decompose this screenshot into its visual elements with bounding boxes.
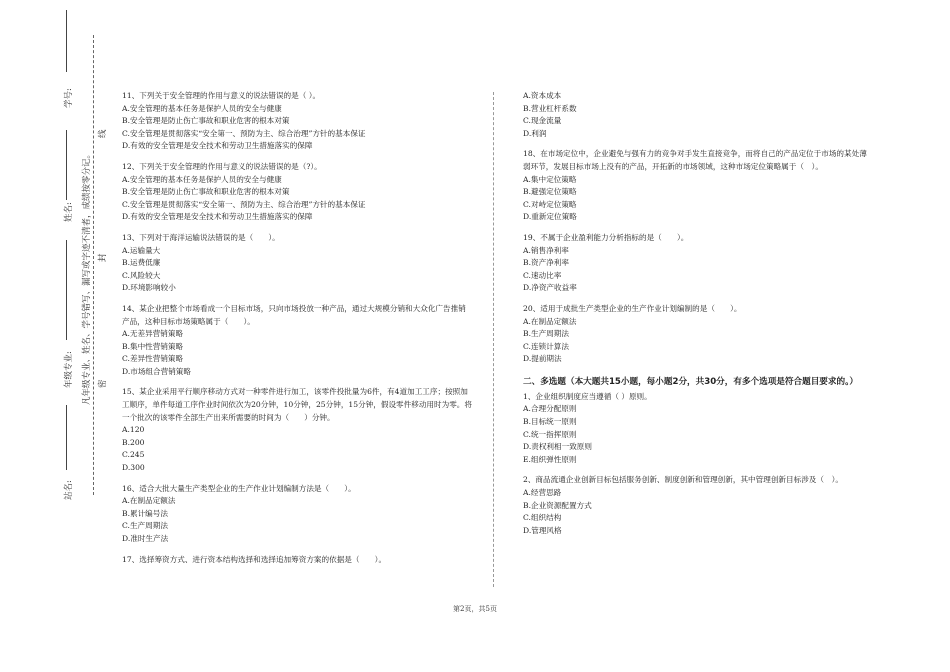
question-option: A.资本成本 (523, 91, 562, 100)
question-option: B.运费低廉 (122, 258, 161, 268)
page-footer: 第2页，共5页 (453, 605, 497, 613)
question-option: D.提前期法 (523, 354, 562, 364)
question-option: C.风险较大 (122, 270, 161, 280)
question-option: A.安全管理的基本任务是保护人员的安全与健康 (122, 103, 282, 113)
question-option: A.集中定位策略 (523, 174, 577, 184)
question (122, 483, 472, 546)
question-option: D.管理风格 (523, 525, 562, 535)
class-label: 年级专业: (64, 351, 74, 388)
question-stem: 17、选择筹资方式、进行资本结构选择和选择追加筹资方案的依据是（ ）。 (122, 554, 387, 564)
question-option: C.安全管理是贯彻落实“安全第一、预防为主、综合治理”方针的基本保证 (122, 128, 366, 138)
question (523, 303, 868, 366)
question-option: C.生产周期法 (122, 521, 168, 531)
question-stem: 2、商品流通企业创新目标包括服务创新、制度创新和管理创新，其中管理创新目标涉及（ ）。 (523, 475, 843, 485)
question-option: D.300 (122, 463, 145, 473)
question-option: A.运输量大 (122, 245, 161, 255)
question-option: E.组织弹性原则 (523, 454, 577, 464)
question-option: D.重新定位策略 (523, 212, 577, 222)
question-option: A.在制品定额法 (122, 496, 176, 506)
question-option: C.对峙定位策略 (523, 199, 577, 209)
question-option: D.有效的安全管理是安全技术和劳动卫生措施落实的保障 (122, 141, 313, 151)
question (122, 90, 472, 153)
left-column (122, 90, 472, 574)
question-option: A.销售净利率 (523, 245, 569, 255)
question-option: D.净资产收益率 (523, 283, 577, 293)
question (523, 148, 868, 224)
question-option: D.准时生产法 (122, 534, 169, 543)
school-line (66, 405, 67, 470)
question-option: B.安全管理是防止伤亡事故和职业危害的根本对策 (122, 116, 290, 126)
question-option: A.无差异营销策略 (122, 329, 184, 339)
question-option: D.市场组合营销策略 (122, 366, 191, 376)
right-column (523, 90, 868, 545)
seal-dashed-line (93, 35, 94, 495)
question (523, 391, 868, 467)
question-option: B.目标统一原则 (523, 417, 577, 427)
question-option: D.责权利相一致原则 (523, 442, 592, 452)
question-option: C.速动比率 (523, 270, 562, 280)
question (523, 474, 868, 537)
question (523, 232, 868, 295)
question (122, 303, 472, 379)
question-option: B.资产净利率 (523, 258, 569, 268)
question-stem: 14、某企业把整个市场看成一个目标市场，只向市场投放一种产品，通过大规模分销和大众化广告推销产品，这种目标市场策略属于（ ）。 (122, 303, 466, 326)
question-stem: 11、下列关于安全管理的作用与意义的说法错误的是（ ）。 (122, 91, 321, 100)
question-option: C.安全管理是贯彻落实“安全第一、预防为主、综合治理”方针的基本保证 (122, 199, 366, 209)
question-stem: 1、企业组织制度应当遵循（ ）原则。 (523, 391, 652, 401)
question-option: A.120 (122, 425, 145, 435)
question (523, 90, 868, 140)
question-stem: 13、下列对于海洋运输说法错误的是（ ）。 (122, 232, 280, 242)
question (122, 161, 472, 224)
seal-mark-xian: 线 (98, 129, 108, 138)
student-id-label: 学号: (64, 88, 74, 108)
question-option: B.集中性营销策略 (122, 341, 184, 351)
school-label: 站名: (64, 480, 74, 500)
question-stem: 18、在市场定位中，企业避免与强有力的竞争对手发生直接竞争，而将自己的产品定位于市场的某处薄弱环节，发展目标市场上没有的产品，开拓新的市场领域，这种市场定位策略属于（ ）。 (523, 149, 867, 171)
section-title-multiple-choice: 二、多选题（本大题共15小题，每小题2分，共30分，有多个选项是符合题目要求的。） (523, 376, 858, 387)
seal-mark-feng: 封 (98, 253, 108, 262)
right-column-bottom (523, 391, 868, 538)
question-option: A.在制品定额法 (523, 316, 577, 326)
question-option: D.有效的安全管理是安全技术和劳动卫生措施落实的保障 (122, 212, 313, 222)
question-option: B.安全管理是防止伤亡事故和职业危害的根本对策 (122, 187, 290, 197)
name-line (66, 130, 67, 200)
question-option: A.合理分配原则 (523, 404, 577, 414)
question-option: C.现金流量 (523, 116, 562, 126)
question-option: B.生产周期法 (523, 329, 569, 339)
question-option: B.200 (122, 437, 145, 447)
question-option: C.统一指挥原则 (523, 429, 577, 439)
student-id-line (66, 10, 67, 72)
question-option: C.连锁计算法 (523, 341, 569, 351)
class-line (66, 240, 67, 340)
question-option: B.营业杠杆系数 (523, 103, 577, 113)
question-option: C.245 (122, 450, 145, 460)
question-option: A.安全管理的基本任务是保护人员的安全与健康 (122, 174, 282, 184)
seal-mark-mi: 密 (98, 379, 108, 388)
question (122, 554, 472, 567)
column-divider (493, 92, 494, 587)
question-option: B.累计编号法 (122, 508, 168, 518)
question-option: D.环境影响较小 (122, 283, 176, 293)
question-option: D.利润 (523, 128, 547, 138)
question-stem: 19、不属于企业盈利能力分析指标的是（ ）。 (523, 232, 689, 242)
question-stem: 16、适合大批大量生产类型企业的生产作业计划编制方法是（ ）。 (122, 483, 356, 493)
binding-margin (0, 0, 110, 672)
question-stem: 12、下列关于安全管理的作用与意义的说法错误的是（?）。 (122, 161, 322, 171)
question-option: A.经营思路 (523, 488, 562, 498)
question-option: B.企业资源配置方式 (523, 500, 592, 510)
notice-text: 凡年级专业、姓名、学号错写、漏写或字迹不清者，成绩按零分记。 (82, 149, 92, 405)
question (122, 386, 472, 474)
right-column-top (523, 90, 868, 366)
question (122, 232, 472, 295)
question-option: C.差异性营销策略 (122, 354, 184, 364)
question-stem: 20、适用于成批生产类型企业的生产作业计划编制的是（ ）。 (523, 303, 742, 313)
question-option: C.组织结构 (523, 513, 562, 523)
question-stem: 15、某企业采用平行顺序移动方式对一种零件进行加工，该零件投批量为6件，有4道加工工序；按照加工顺序，单件每道工序作业时间依次为20分钟，10分钟，25分钟，15分钟，假设零件移动用时为零。将一个批次的该零件全部生产出来所需要的时间为（ ）分钟。 (122, 387, 472, 422)
name-label: 姓名: (64, 202, 74, 222)
question-option: B.避强定位策略 (523, 187, 577, 197)
